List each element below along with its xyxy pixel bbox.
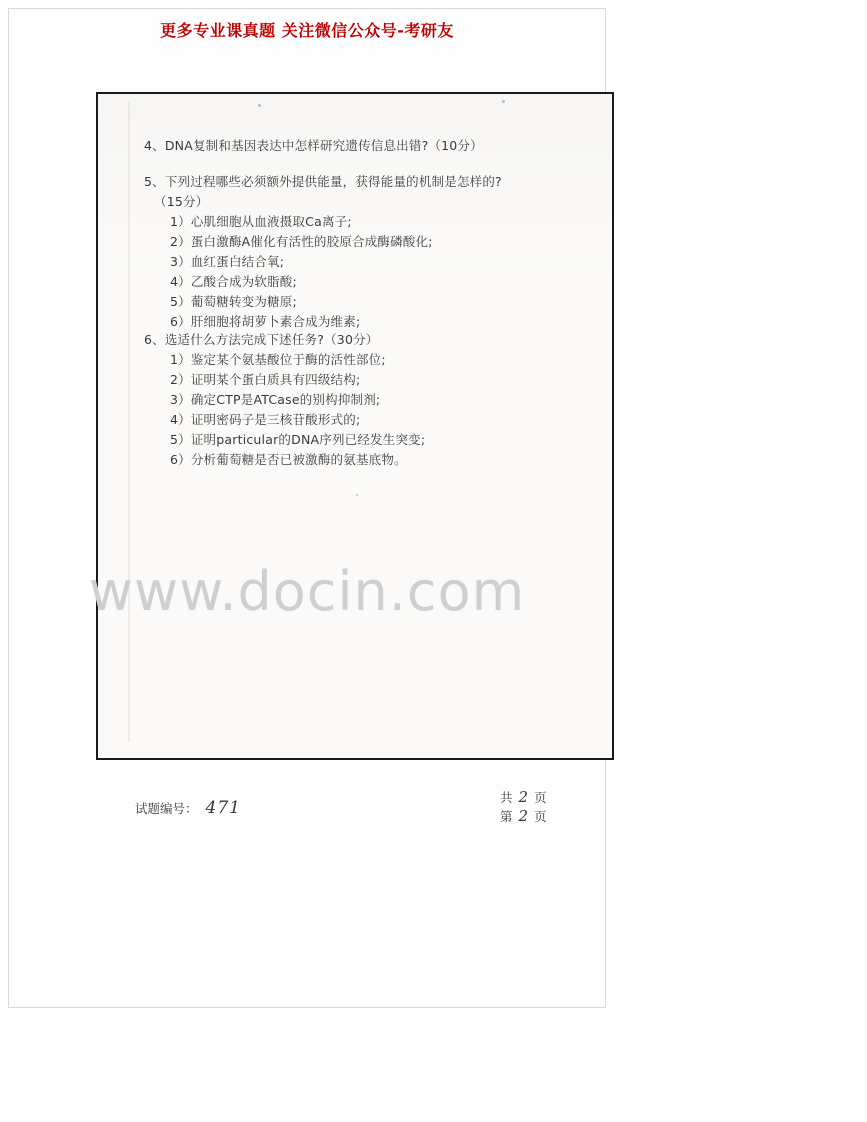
question-item: 6）肝细胞将胡萝卜素合成为维素; <box>170 314 361 329</box>
question-item: 4）证明密码子是三核苷酸形式的; <box>170 412 361 427</box>
question-item: 5）证明particular的DNA序列已经发生突变; <box>170 432 426 447</box>
question-item: 6）分析葡萄糖是否已被激酶的氨基底物。 <box>170 452 407 467</box>
question-item: 1）鉴定某个氨基酸位于酶的活性部位; <box>170 352 386 367</box>
promo-banner: 更多专业课真题 关注微信公众号-考研友 <box>160 21 454 40</box>
scanned-exam-area <box>96 92 614 760</box>
current-page-row <box>500 807 547 826</box>
docin-watermark: www.docin.com <box>88 560 526 623</box>
total-pages-row <box>500 788 547 807</box>
paper-number-value: 471 <box>205 798 241 818</box>
current-page-suffix: 页 <box>534 809 547 824</box>
scan-margin-line <box>128 102 130 742</box>
paper-number <box>135 798 241 818</box>
question-item: 4）乙酸合成为软脂酸; <box>170 274 297 289</box>
question-item: 2）证明某个蛋白质具有四级结构; <box>170 372 361 387</box>
question-continuation: （15分） <box>154 194 209 209</box>
exam-question-5 <box>144 172 584 332</box>
total-pages-value: 2 <box>518 788 529 806</box>
question-item: 5）葡萄糖转变为糖原; <box>170 294 297 309</box>
total-pages-suffix: 页 <box>534 790 547 805</box>
scan-speck <box>356 494 358 496</box>
current-page-label: 第 <box>500 809 513 824</box>
paper-number-label: 试题编号： <box>135 801 198 816</box>
question-heading: 5、下列过程哪些必须额外提供能量，获得能量的机制是怎样的? <box>144 174 502 189</box>
question-item: 3）确定CTP是ATCase的别构抑制剂; <box>170 392 381 407</box>
question-item: 1）心肌细胞从血液摄取Ca离子; <box>170 214 352 229</box>
total-pages-label: 共 <box>500 790 513 805</box>
current-page-value: 2 <box>518 807 529 825</box>
page-counter <box>500 788 547 826</box>
question-item: 3）血红蛋白结合氧; <box>170 254 285 269</box>
exam-question-6 <box>144 330 584 470</box>
scan-speck <box>258 104 261 107</box>
question-heading: 4、DNA复制和基因表达中怎样研究遗传信息出错?（10分） <box>144 138 483 153</box>
exam-question-4 <box>144 136 584 156</box>
question-item: 2）蛋白激酶A催化有活性的胶原合成酶磷酸化; <box>170 234 433 249</box>
scan-speck <box>502 100 505 103</box>
question-heading: 6、选适什么方法完成下述任务?（30分） <box>144 332 379 347</box>
